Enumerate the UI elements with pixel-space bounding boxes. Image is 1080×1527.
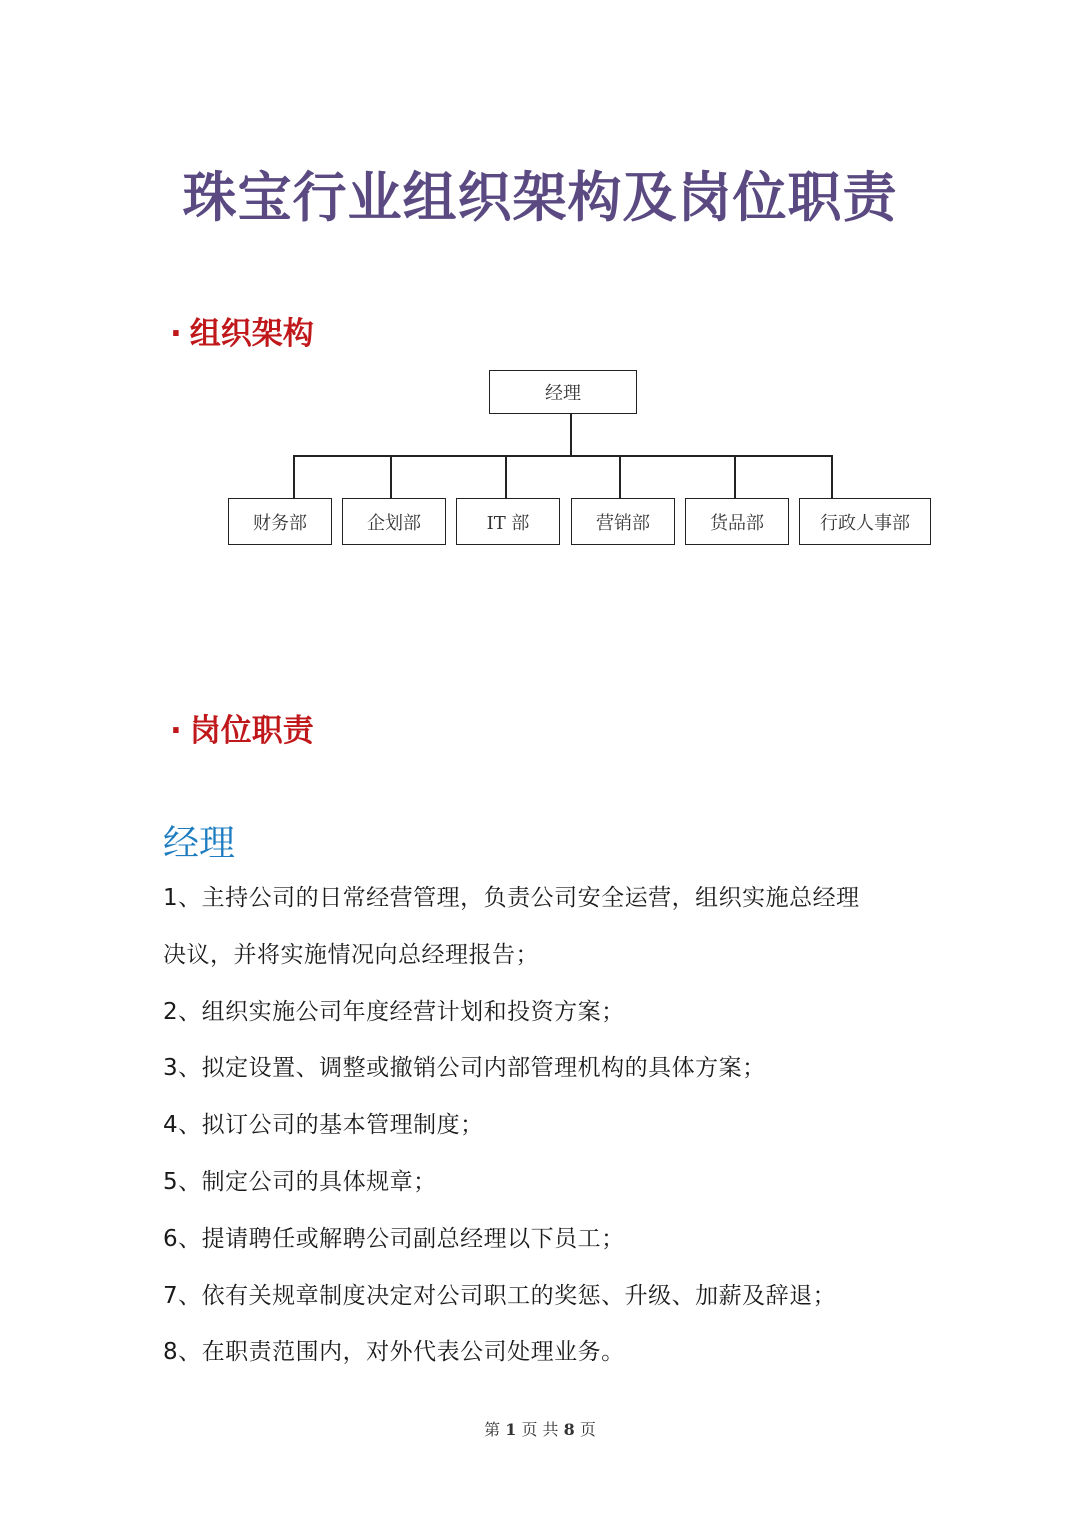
duty-item: 5、制定公司的具体规章； [163, 1168, 437, 1195]
footer-prefix: 第 [484, 1420, 501, 1439]
page-footer [0, 1417, 1080, 1440]
org-connector-branch [390, 456, 392, 498]
page-title: 珠宝行业组织架构及岗位职责 [182, 166, 898, 229]
org-node-goods: 货品部 [685, 498, 789, 545]
section-heading-duties [170, 705, 314, 750]
duty-item: 1、主持公司的日常经营管理，负责公司安全运营，组织实施总经理 [163, 885, 860, 911]
org-connector-branch [734, 456, 736, 498]
role-title-manager: 经理 [163, 823, 236, 864]
duty-item: 3、拟定设置、调整或撤销公司内部管理机构的具体方案； [163, 1055, 766, 1082]
section-heading-structure [170, 308, 314, 353]
duty-item: 6、提请聘任或解聘公司副总经理以下员工； [163, 1225, 625, 1252]
duty-item: 4、拟订公司的基本管理制度； [163, 1112, 484, 1139]
duty-item: 7、依有关规章制度决定对公司职工的奖惩、升级、加薪及辞退； [163, 1282, 837, 1309]
org-node-marketing: 营销部 [571, 498, 675, 545]
duty-item: 8、在职责范围内，对外代表公司处理业务。 [163, 1339, 625, 1366]
org-connector-trunk [570, 414, 572, 456]
duty-list [163, 870, 943, 1381]
duty-item: 2、组织实施公司年度经营计划和投资方案； [163, 998, 625, 1025]
org-node-admin-hr: 行政人事部 [799, 498, 931, 545]
org-node-planning: 企划部 [342, 498, 446, 545]
footer-suffix: 页 [579, 1420, 596, 1439]
section-heading-structure-label: 组织架构 [189, 316, 314, 352]
org-connector-branch [505, 456, 507, 498]
bullet-dot: · [170, 713, 182, 749]
org-connector-bar [293, 455, 833, 457]
duty-item: 决议，并将实施情况向总经理报告； [163, 941, 539, 968]
footer-middle: 页 共 [521, 1420, 559, 1439]
org-node-finance: 财务部 [228, 498, 332, 545]
org-connector-branch [293, 456, 295, 498]
org-node-it: IT 部 [456, 498, 560, 545]
footer-page-number: 1 [505, 1420, 517, 1439]
footer-total-pages: 8 [563, 1420, 575, 1439]
org-connector-branch [619, 456, 621, 498]
org-connector-branch [831, 456, 833, 498]
bullet-dot: · [170, 316, 182, 352]
org-node-manager: 经理 [489, 370, 637, 414]
section-heading-duties-label: 岗位职责 [189, 713, 314, 749]
